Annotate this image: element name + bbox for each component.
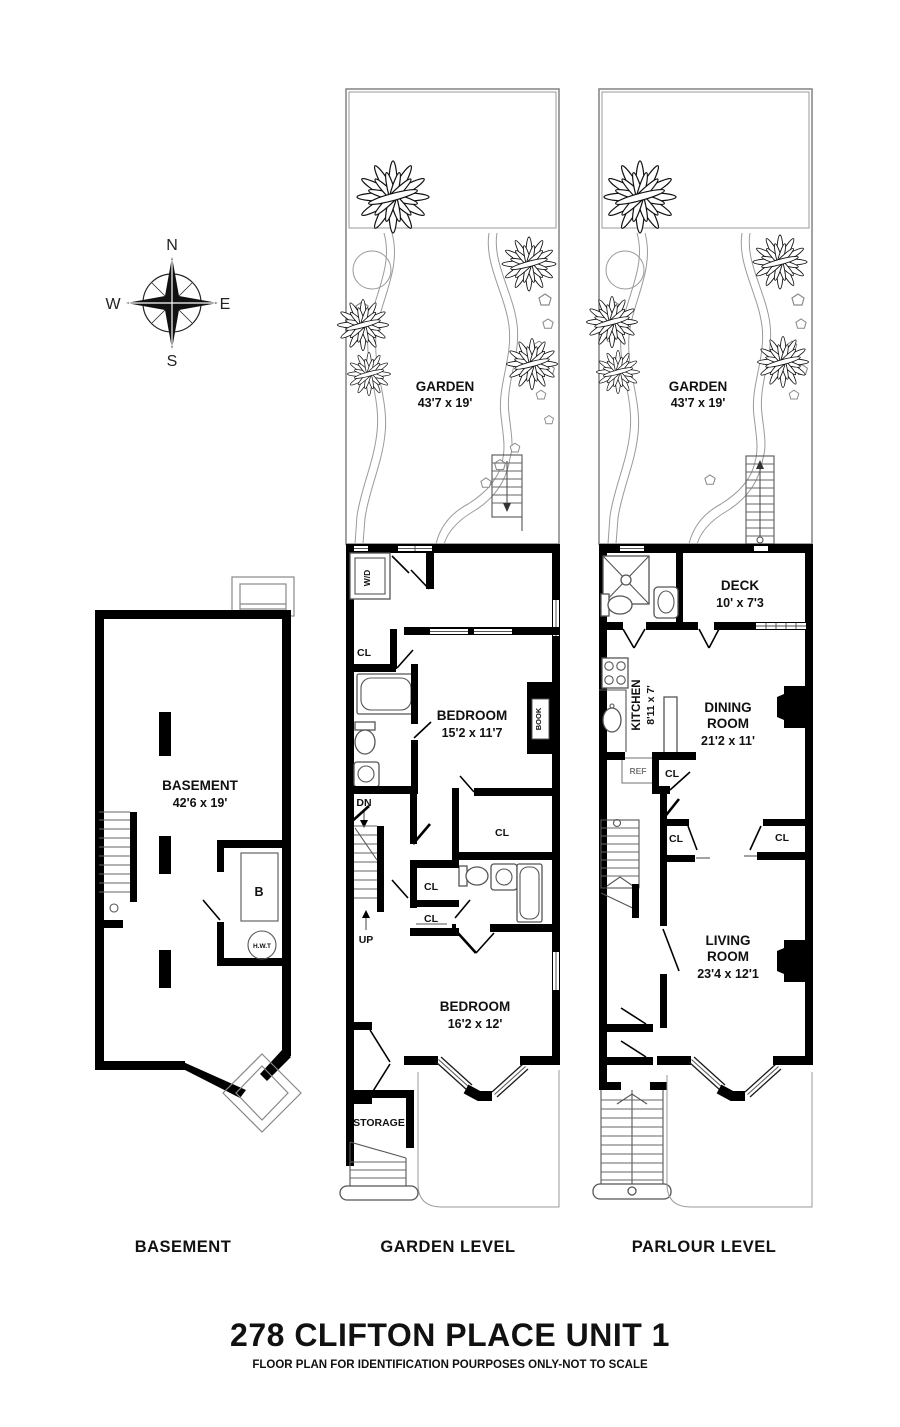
parlour-level-garden — [587, 89, 813, 544]
small-closets — [392, 860, 459, 936]
page-title: 278 CLIFTON PLACE UNIT 1 — [230, 1317, 670, 1353]
stone-icon — [705, 475, 715, 484]
level-captions — [135, 1238, 777, 1256]
stone-icon — [495, 460, 506, 470]
living-room-label-1: LIVING — [705, 933, 751, 948]
deck — [686, 578, 813, 648]
stone-icon — [789, 390, 799, 399]
refrigerator-label: REF — [629, 766, 647, 776]
sink-icon — [491, 864, 517, 890]
garden-level-caption: GARDEN LEVEL — [380, 1238, 516, 1256]
kitchen-counter — [664, 697, 677, 754]
stone-icon — [481, 478, 491, 487]
kitchen-dims: 8'11 x 7' — [645, 685, 657, 725]
fireplace-icon — [777, 940, 805, 982]
hot-water-tank-label: H.W.T — [252, 943, 272, 950]
kitchen-sink-icon — [603, 708, 621, 732]
bathroom-back — [452, 864, 560, 932]
book-label: BOOK — [534, 707, 543, 731]
compass-rose — [105, 237, 230, 370]
plant-icon — [758, 337, 809, 388]
bedroom-back-door — [457, 932, 476, 953]
living-room-label-2: ROOM — [707, 949, 749, 964]
basement-plan — [95, 577, 301, 1132]
fireplace-icon — [777, 686, 805, 728]
kitchen-label: KITCHEN — [631, 679, 643, 731]
dining-room-label-2: ROOM — [707, 716, 749, 731]
parlour-bathroom — [599, 553, 686, 648]
plant-icon — [338, 300, 389, 351]
plant-icon — [587, 297, 638, 348]
washer-dryer — [350, 553, 409, 599]
toilet-icon — [355, 722, 375, 730]
boiler-label: B — [254, 885, 264, 899]
compass-north-label: N — [166, 237, 178, 254]
dining-room-dims: 21'2 x 11' — [701, 734, 755, 748]
kitchen — [599, 658, 677, 783]
plant-icon — [347, 352, 390, 395]
basement-columns — [159, 712, 171, 988]
basement-room-dims: 42'6 x 19' — [172, 796, 228, 810]
dining-closet — [652, 752, 696, 794]
stone-icon — [543, 319, 553, 328]
down-arrow-icon — [503, 503, 511, 512]
closet-label: CL — [424, 913, 438, 925]
bedroom-back-dims: 16'2 x 12' — [447, 1017, 503, 1031]
parlour-garden-label: GARDEN — [668, 379, 728, 394]
bedroom-back-label: BEDROOM — [439, 999, 511, 1014]
deck-dims: 10' x 7'3 — [716, 596, 764, 610]
stone-icon — [796, 319, 806, 328]
garden-level-stairs — [349, 797, 384, 946]
garden-level-plan — [338, 89, 561, 1207]
stone-icon — [539, 294, 551, 305]
living-room-dims: 23'4 x 12'1 — [697, 967, 759, 981]
bedroom-back-door-leaf — [476, 933, 494, 953]
hall-closets — [660, 793, 805, 863]
up-label: UP — [358, 934, 374, 946]
entry-closet — [346, 629, 413, 672]
page-subtitle: FLOOR PLAN FOR IDENTIFICATION POURPOSES ONLY-NOT TO SCALE — [252, 1359, 648, 1371]
interior-window-wall — [404, 627, 560, 635]
plant-icon — [596, 350, 639, 393]
closet-label: CL — [669, 833, 683, 845]
plant-icon — [357, 161, 429, 233]
plant-icon — [604, 161, 676, 233]
dining-room-label-1: DINING — [704, 700, 752, 715]
closet-label: CL — [495, 827, 509, 839]
plant-icon — [753, 235, 807, 289]
front-yard-outline — [418, 1070, 559, 1207]
down-label: DN — [356, 797, 372, 809]
basement-walls — [95, 610, 291, 1098]
parlour-stoop — [593, 1090, 671, 1199]
closet-label: CL — [665, 768, 679, 780]
bathroom-front — [346, 664, 431, 794]
bedroom-front-label: BEDROOM — [436, 708, 508, 723]
parlour-level-caption: PARLOUR LEVEL — [631, 1238, 777, 1256]
title-block — [230, 1317, 670, 1371]
down-arrow-icon — [360, 820, 368, 828]
garden-level-garden-dims: 43'7 x 19' — [417, 396, 473, 410]
stone-icon — [792, 294, 804, 305]
vestibule-wall — [426, 553, 434, 589]
basement-stairs — [99, 812, 137, 912]
compass-south-label: S — [166, 353, 178, 370]
deck-stairs — [746, 456, 774, 544]
up-arrow-icon — [362, 910, 370, 918]
bedroom-front-dims: 15'2 x 11'7 — [441, 726, 503, 740]
compass-east-label: E — [219, 296, 231, 313]
boiler-room — [203, 840, 291, 966]
plant-icon — [502, 237, 556, 291]
stone-icon — [536, 390, 546, 399]
compass-west-label: W — [105, 296, 121, 313]
basement-room-label: BASEMENT — [162, 778, 238, 793]
bay-window — [404, 1056, 560, 1097]
book-nook — [527, 682, 560, 754]
garden-level-garden — [338, 89, 560, 544]
bay-window — [657, 1056, 813, 1097]
closet-label: CL — [775, 832, 789, 844]
walkin-closet — [452, 776, 560, 862]
parlour-garden-dims: 43'7 x 19' — [670, 396, 726, 410]
plant-icon — [507, 339, 558, 390]
basement-caption: BASEMENT — [134, 1238, 232, 1256]
stone-icon — [545, 416, 554, 424]
parlour-level-plan — [587, 89, 814, 1207]
washer-dryer-label: W/D — [362, 569, 372, 587]
closet-label: CL — [357, 647, 371, 659]
deck-label: DECK — [720, 578, 760, 593]
closet-label: CL — [424, 881, 438, 893]
garden-level-garden-label: GARDEN — [415, 379, 475, 394]
storage-label: STORAGE — [353, 1117, 405, 1129]
